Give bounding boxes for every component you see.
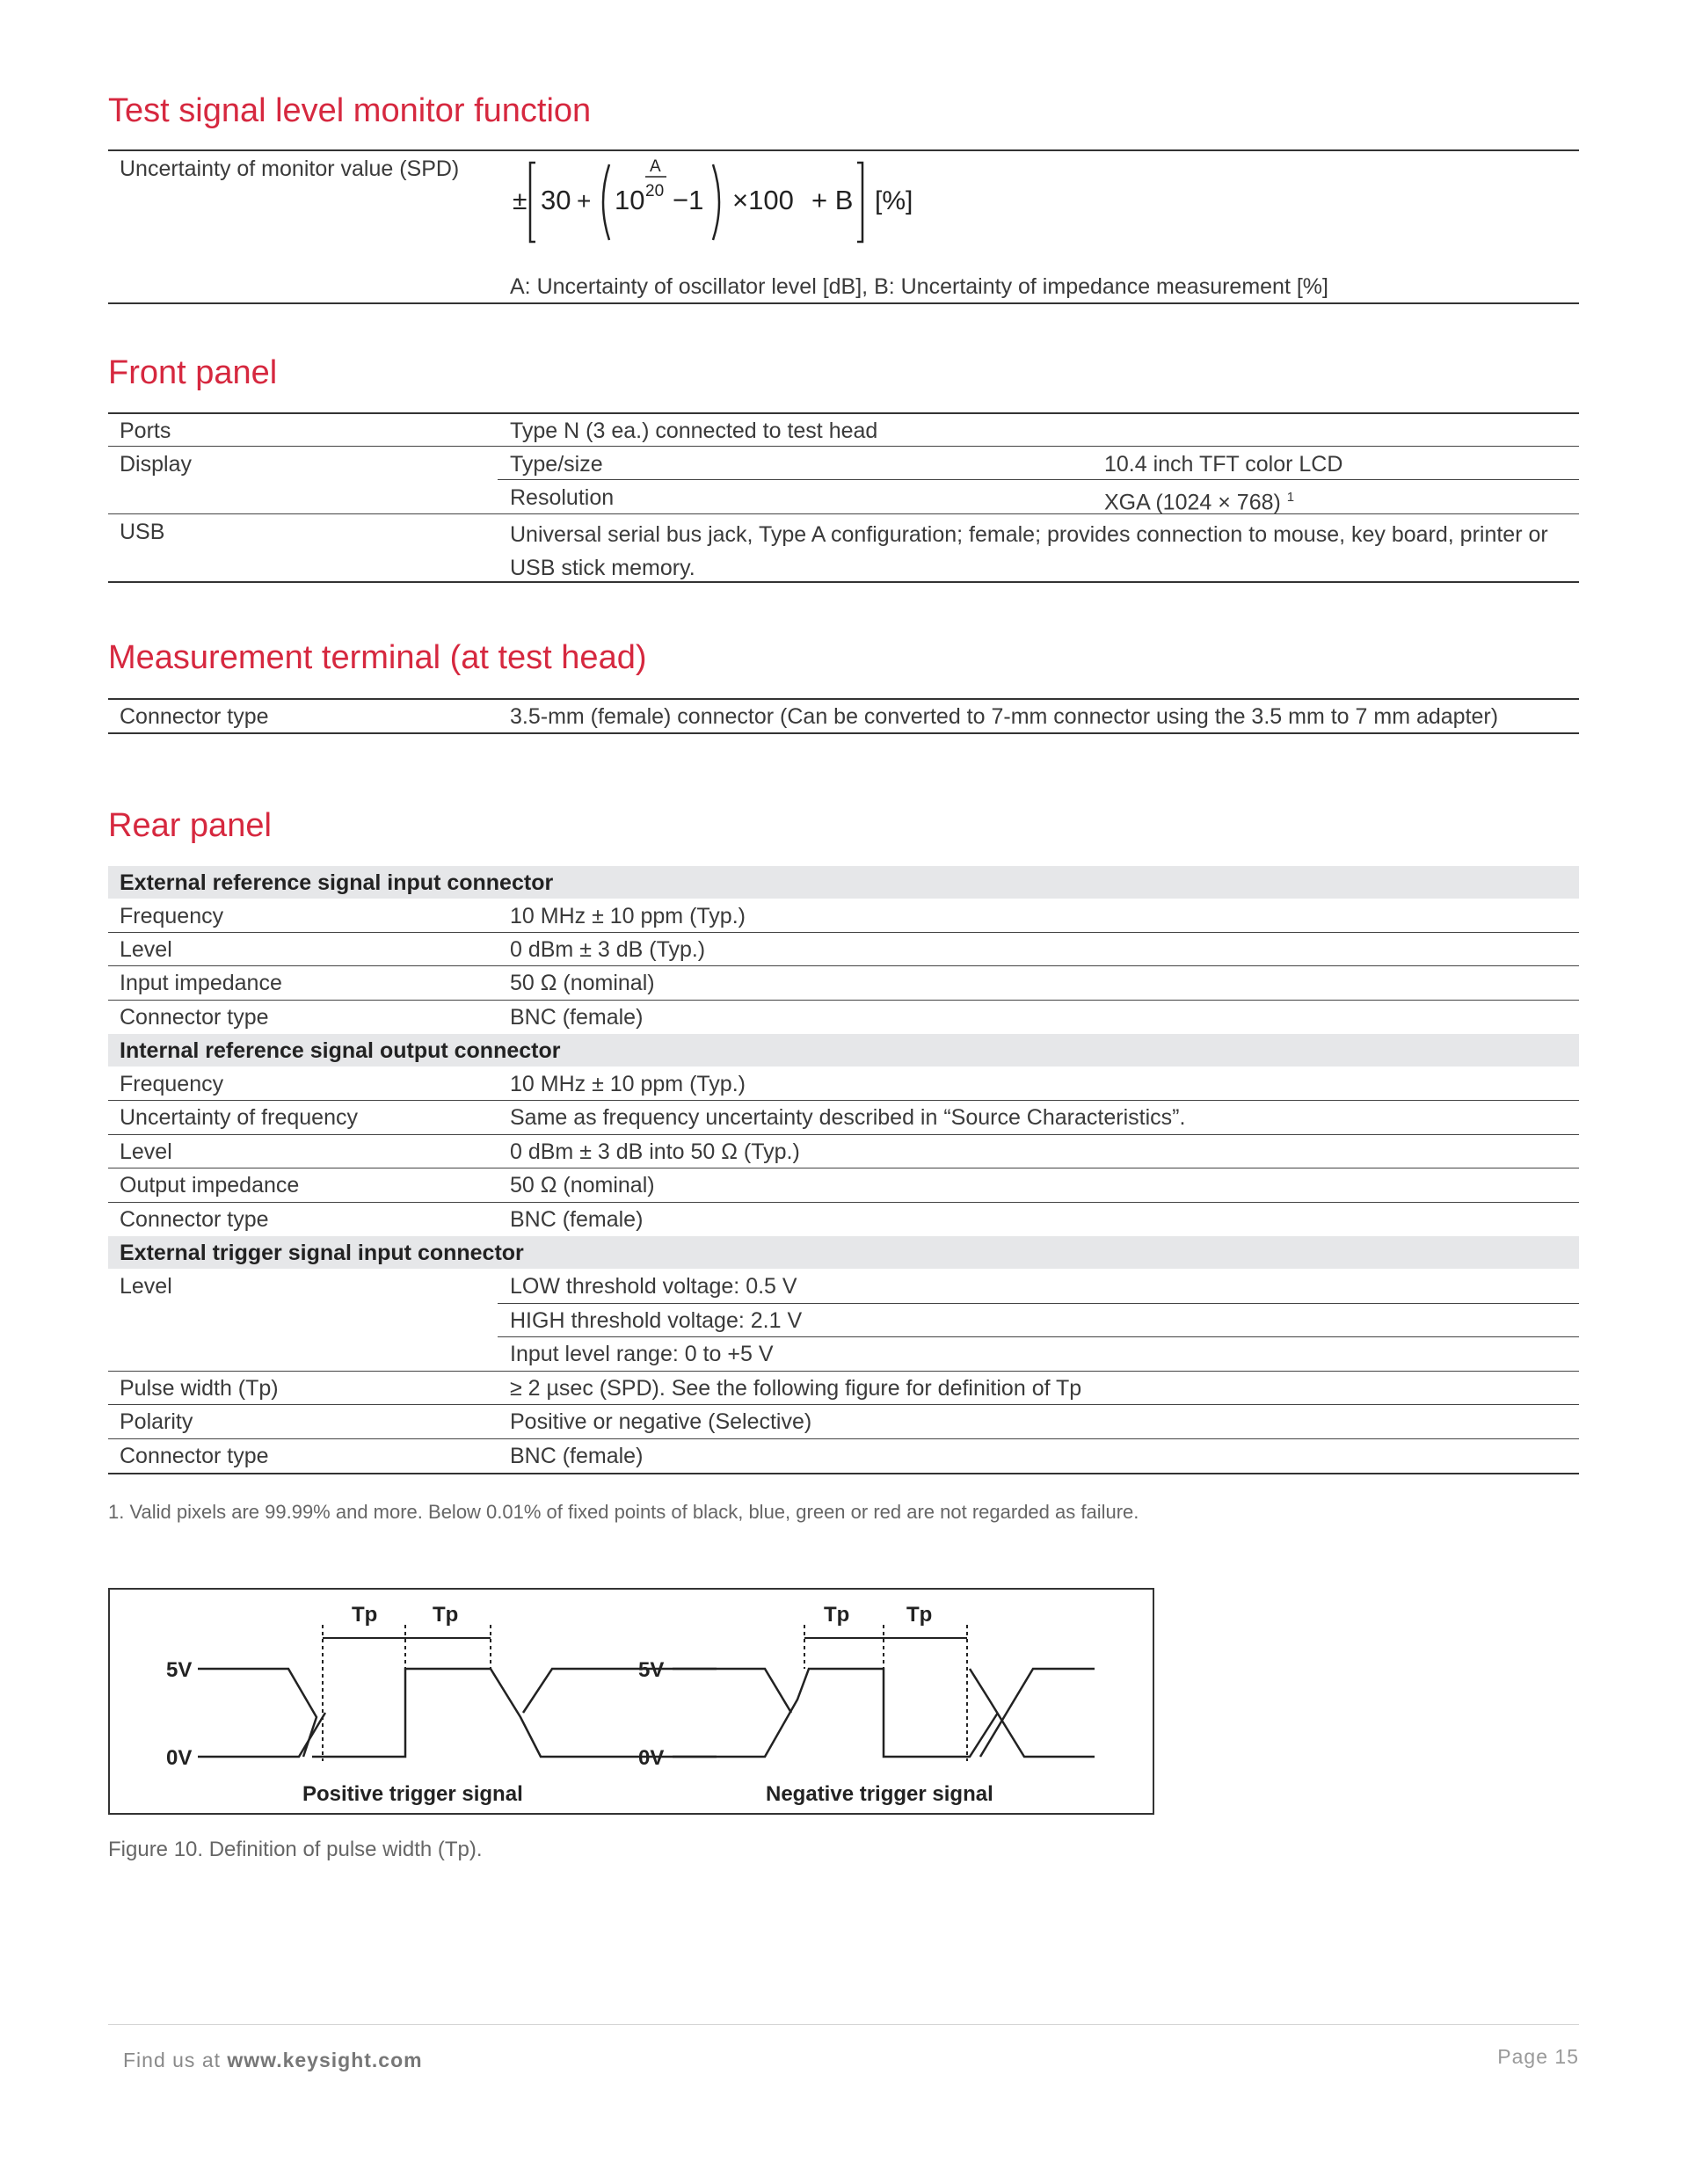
formula-ten: 10 — [615, 185, 645, 215]
label-0v-left: 0V — [166, 1746, 193, 1770]
row-label: Connector type — [120, 1444, 269, 1468]
row-label: Uncertainty of frequency — [120, 1105, 358, 1130]
row-label: Pulse width (Tp) — [120, 1376, 279, 1401]
footer-rule — [108, 2024, 1579, 2025]
footer-find-us: Find us at www.keysight.com — [123, 2049, 423, 2071]
ports-value: Type N (3 ea.) connected to test head — [510, 419, 878, 443]
row-label-uncertainty-monitor: Uncertainty of monitor value (SPD) — [120, 157, 460, 181]
row-label: Level — [120, 1139, 172, 1164]
row-value: BNC (female) — [510, 1207, 644, 1232]
row-value: 50 Ω (nominal) — [510, 971, 655, 995]
label-5v-left: 5V — [166, 1658, 193, 1682]
section-title-front-panel: Front panel — [108, 354, 278, 391]
row-value: 0 dBm ± 3 dB into 50 Ω (Typ.) — [510, 1139, 800, 1164]
display-type-label: Type/size — [510, 452, 603, 477]
formula-times-100: ×100 — [732, 185, 794, 215]
ports-label: Ports — [120, 419, 171, 443]
rule — [108, 581, 1579, 583]
negative-wave-main — [673, 1669, 998, 1757]
row-label-level: Level — [120, 1274, 172, 1299]
formula-minus-one: −1 — [673, 185, 704, 215]
rule — [498, 1336, 1579, 1337]
display-res-value: XGA (1024 × 768) $^1$ — [1104, 490, 1295, 515]
display-res-label: Resolution — [510, 485, 615, 510]
row-label: Frequency — [120, 1072, 224, 1096]
formula-pm: ± — [513, 186, 528, 215]
row-value: 0 dBm ± 3 dB (Typ.) — [510, 937, 706, 962]
usb-label: USB — [120, 520, 165, 544]
trigger-waveform-diagram — [110, 1590, 1153, 1813]
rule — [108, 412, 1579, 414]
label-tp: Tp — [433, 1603, 459, 1627]
negative-trigger-label: Negative trigger signal — [766, 1782, 993, 1806]
row-value: Same as frequency uncertainty described in “Source Characteristics”. — [510, 1105, 1186, 1130]
row-value: Positive or negative (Selective) — [510, 1409, 812, 1434]
rule — [108, 1404, 1579, 1405]
figure-caption: Figure 10. Definition of pulse width (Tp). — [108, 1838, 483, 1861]
label-tp: Tp — [906, 1603, 933, 1627]
row-label: Output impedance — [120, 1173, 300, 1198]
row-value: 10 MHz ± 10 ppm (Typ.) — [510, 904, 746, 928]
rule — [108, 1100, 1579, 1101]
rule — [108, 1202, 1579, 1203]
positive-wave-main — [312, 1669, 717, 1757]
footer-site-link[interactable]: www.keysight.com — [227, 2049, 423, 2071]
rule — [108, 1371, 1579, 1372]
formula-exp-20: 20 — [645, 182, 665, 200]
group-header-int-ref: Internal reference signal output connector — [120, 1038, 561, 1063]
footnote: 1. Valid pixels are 99.99% and more. Below 0.01% of fixed points of black, blue, green or red are not regarded as failure. — [108, 1501, 1139, 1523]
rule — [108, 965, 1579, 966]
label-tp: Tp — [824, 1603, 850, 1627]
terminal-connector-label: Connector type — [120, 704, 269, 729]
rule — [108, 1473, 1579, 1474]
row-value: 50 Ω (nominal) — [510, 1173, 655, 1198]
level-low: LOW threshold voltage: 0.5 V — [510, 1274, 797, 1299]
row-label: Connector type — [120, 1207, 269, 1232]
section-title-rear-panel: Rear panel — [108, 807, 272, 844]
row-label: Connector type — [120, 1005, 269, 1030]
level-high: HIGH threshold voltage: 2.1 V — [510, 1308, 803, 1333]
row-value: ≥ 2 µsec (SPD). See the following figure for definition of Tp — [510, 1376, 1082, 1401]
positive-trigger-label: Positive trigger signal — [302, 1782, 523, 1806]
positive-wave-return — [523, 1669, 717, 1713]
group-header-ext-ref: External reference signal input connector — [120, 870, 554, 895]
formula-note: A: Uncertainty of oscillator level [dB], B: Uncertainty of impedance measurement [%] — [510, 274, 1328, 299]
row-label: Polarity — [120, 1409, 193, 1434]
section-title-test-signal: Test signal level monitor function — [108, 92, 592, 129]
formula-unit: [%] — [875, 186, 913, 215]
rule — [108, 302, 1579, 304]
formula-plus-b: + B — [811, 185, 854, 215]
group-header-ext-trig: External trigger signal input connector — [120, 1241, 524, 1265]
section-title-terminal: Measurement terminal (at test head) — [108, 639, 647, 676]
uncertainty-formula — [513, 154, 1040, 251]
rule — [108, 513, 1579, 514]
label-5v-right: 5V — [638, 1658, 665, 1682]
formula-plus: + — [577, 187, 592, 215]
usb-value: Universal serial bus jack, Type A configuration; female; provides connection to mouse, key board, printer or USB stick memory. — [510, 522, 1548, 580]
rule — [108, 1000, 1579, 1001]
formula-exp-a: A — [650, 157, 661, 176]
rule — [108, 149, 1579, 151]
row-label: Frequency — [120, 904, 224, 928]
rule — [498, 1303, 1579, 1304]
negative-wave-falling-x — [673, 1669, 791, 1713]
footnote-ref: 1 — [1286, 490, 1295, 505]
label-0v-right: 0V — [638, 1746, 665, 1770]
row-label: Input impedance — [120, 971, 282, 995]
formula-30: 30 — [541, 185, 571, 215]
rule — [108, 932, 1579, 933]
rule — [108, 698, 1579, 700]
label-tp: Tp — [352, 1603, 378, 1627]
row-label: Level — [120, 937, 172, 962]
figure-pulse-width — [108, 1588, 1154, 1815]
level-range: Input level range: 0 to +5 V — [510, 1342, 774, 1366]
row-value: 10 MHz ± 10 ppm (Typ.) — [510, 1072, 746, 1096]
page-number: Page 15 — [1497, 2045, 1579, 2068]
rule — [498, 479, 1579, 480]
display-label: Display — [120, 452, 192, 477]
rule — [108, 1438, 1579, 1439]
rule — [108, 446, 1579, 447]
rule — [108, 1134, 1579, 1135]
positive-wave-falling — [198, 1669, 316, 1757]
row-value: BNC (female) — [510, 1005, 644, 1030]
rule — [108, 732, 1579, 734]
display-type-value: 10.4 inch TFT color LCD — [1104, 452, 1343, 477]
row-value: BNC (female) — [510, 1444, 644, 1468]
terminal-connector-value: 3.5-mm (female) connector (Can be converted to 7-mm connector using the 3.5 mm to 7 mm adapter) — [510, 704, 1499, 729]
